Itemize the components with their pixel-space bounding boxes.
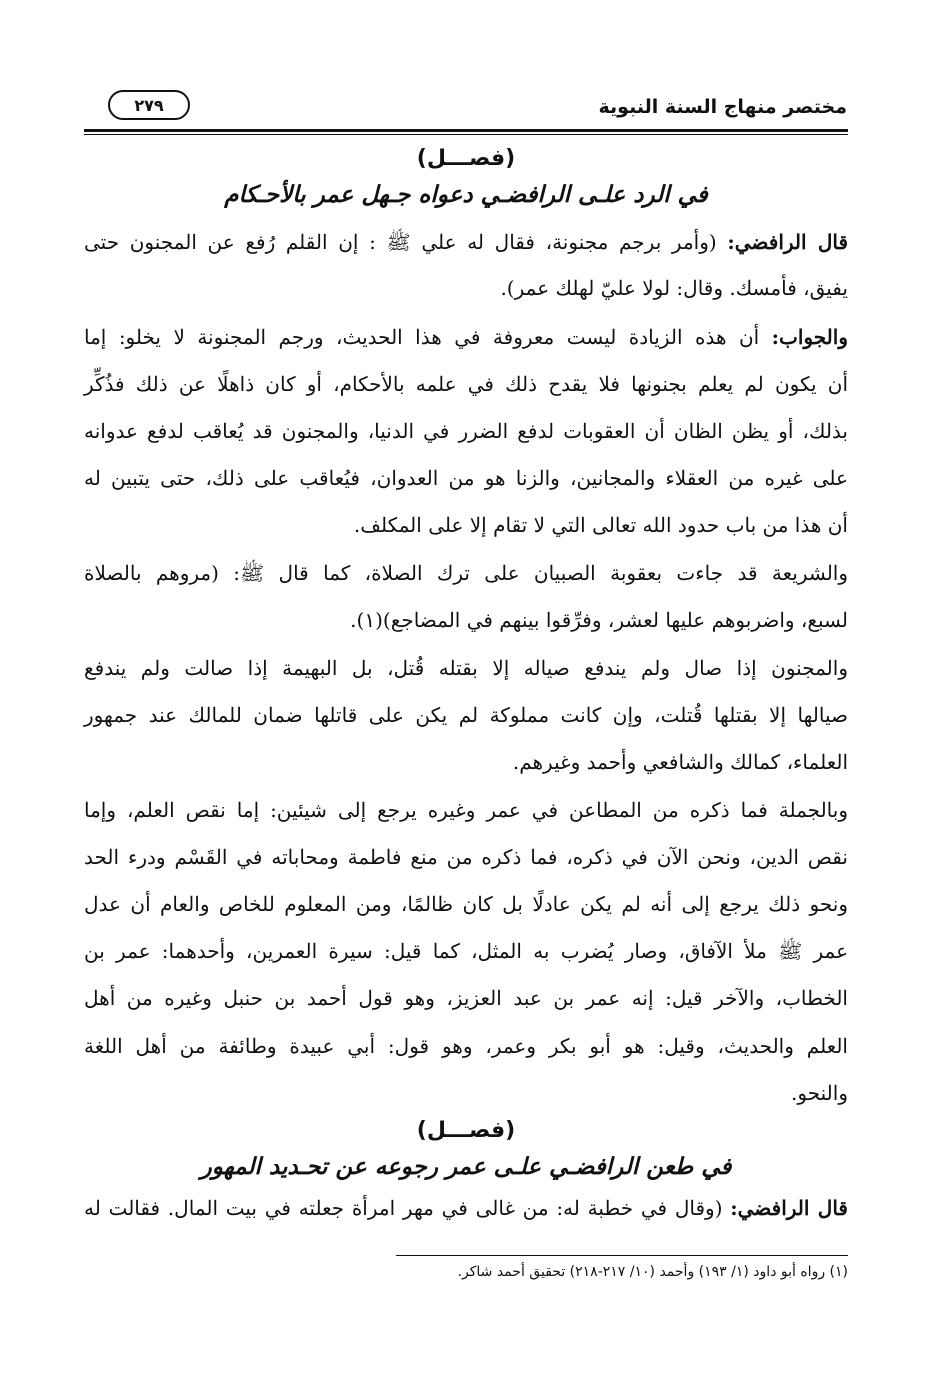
- body-line: [84, 317, 848, 357]
- line-text: (وقال في خطبة له: من غالى في مهر امرأة جعلته في بيت المال. فقالت له: [84, 1196, 731, 1220]
- line-text: الخطاب، والآخر قيل: إنه عمر بن عبد العزيز، وهو قول أحمد بن حنبل وغيره من أهل: [84, 986, 848, 1010]
- line-text: ونحو ذلك يرجع إلى أنه لم يكن عادلًا بل كان ظالمًا، ومن المعلوم للخاص والعام أن عدل: [84, 892, 848, 916]
- body-line: [84, 790, 848, 830]
- footnote: (١) رواه أبو داود (١/ ١٩٣) وأحمد (١٠/ ٢١٧-٢١٨) تحقيق أحمد شاكر.: [457, 1264, 848, 1280]
- line-text: العلماء، كمالك والشافعي وأحمد وغيرهم.: [512, 750, 848, 774]
- line-text: عمر ﷺ ملأ الآفاق، وصار يُضرب به المثل، كما قيل: سيرة العمرين، وأحدهما: عمر بن: [84, 939, 848, 963]
- line-text: أن هذه الزيادة ليست معروفة في هذا الحديث، ورجم المجنونة لا يخلو: إما: [84, 325, 772, 349]
- line-text: يفيق، فأمسك. وقال: لولا عليّ لهلك عمر).: [500, 276, 848, 300]
- body-line: [84, 458, 848, 498]
- page-number: ٢٧٩: [134, 95, 164, 115]
- body-line: [84, 837, 848, 877]
- section-2-fasl: (فصـــل): [416, 1118, 516, 1143]
- running-header-title: مختصر منهاج السنة النبوية: [598, 96, 847, 118]
- header-rule: [84, 129, 848, 132]
- body-line: [84, 884, 848, 924]
- line-text: والمجنون إذا صال ولم يندفع صياله إلا بقتله قُتل، بل البهيمة إذا صالت ولم يندفع: [84, 656, 848, 680]
- line-text: لسبع، واضربوهم عليها لعشر، وفرِّقوا بينهم في المضاجع)(١).: [350, 608, 848, 632]
- body-line: [84, 222, 848, 262]
- speaker-label: قال الرافضي:: [730, 1196, 848, 1220]
- speaker-label: قال الرافضي:: [727, 230, 849, 254]
- line-text: (وأمر برجم مجنونة، فقال له علي ﷺ : إن القلم رُفع عن المجنون حتى: [84, 230, 728, 254]
- body-line: [84, 978, 848, 1018]
- body-line: [84, 268, 848, 308]
- line-text: نقص الدين، ونحن الآن في ذكره، فما ذكره من منع فاطمة ومحاباته في القَسْم ودرء الحد: [84, 845, 848, 869]
- body-line: [84, 505, 848, 545]
- line-text: والشريعة قد جاءت بعقوبة الصبيان على ترك الصلاة، كما قال ﷺ: (مروهم بالصلاة: [84, 561, 848, 585]
- line-text: وبالجملة فما ذكره من المطاعن في عمر وغيره يرجع إلى شيئين: إما نقص العلم، وإما: [84, 798, 848, 822]
- line-text: بذلك، أو يظن الظان أن العقوبات لدفع الضرر في الدنيا، والمجنون قد يُعاقب لدفع عدوانه: [84, 419, 848, 443]
- body-line: [84, 742, 848, 782]
- footnote-rule: [396, 1255, 848, 1256]
- body-line: [84, 931, 848, 971]
- section-1-title: في الرد علـى الرافضـي دعواه جـهل عمر بالأحـكام: [224, 182, 708, 208]
- body-line: [84, 648, 848, 688]
- line-text: أن يكون لم يعلم بجنونها فلا يقدح ذلك في علمه بالأحكام، أو كان ذاهلًا عن ذلك فذُكِّر: [84, 372, 848, 396]
- speaker-label: والجواب:: [771, 325, 848, 349]
- line-text: العلم والحديث، وقيل: هو أبو بكر وعمر، وهو قول: أبي عبيدة وطائفة من أهل اللغة: [84, 1034, 848, 1058]
- line-text: أن هذا من باب حدود الله تعالى التي لا تقام إلا على المكلف.: [353, 513, 848, 537]
- line-text: والنحو.: [791, 1081, 848, 1105]
- body-line: [84, 553, 848, 593]
- section-2-title: في طعن الرافضـي علـى عمر رجوعه عن تحـديد المهور: [200, 1154, 732, 1180]
- body-line: [84, 600, 848, 640]
- line-text: على غيره من العقلاء والمجانين، والزنا هو من العدوان، فيُعاقب على ذلك، حتى يتبين له: [84, 466, 848, 490]
- body-line: [84, 695, 848, 735]
- line-text: صيالها إلا بقتلها قُتلت، وإن كانت مملوكة لم يكن على قاتلها ضمان للمالك عند جمهور: [84, 703, 848, 727]
- body-line: [84, 1188, 848, 1228]
- section-1-fasl: (فصـــل): [416, 146, 516, 171]
- body-line: [84, 1026, 848, 1066]
- header-rule-thin: [84, 134, 848, 135]
- body-line: [84, 1073, 848, 1113]
- page-number-badge: [108, 90, 190, 120]
- body-line: [84, 411, 848, 451]
- body-line: [84, 364, 848, 404]
